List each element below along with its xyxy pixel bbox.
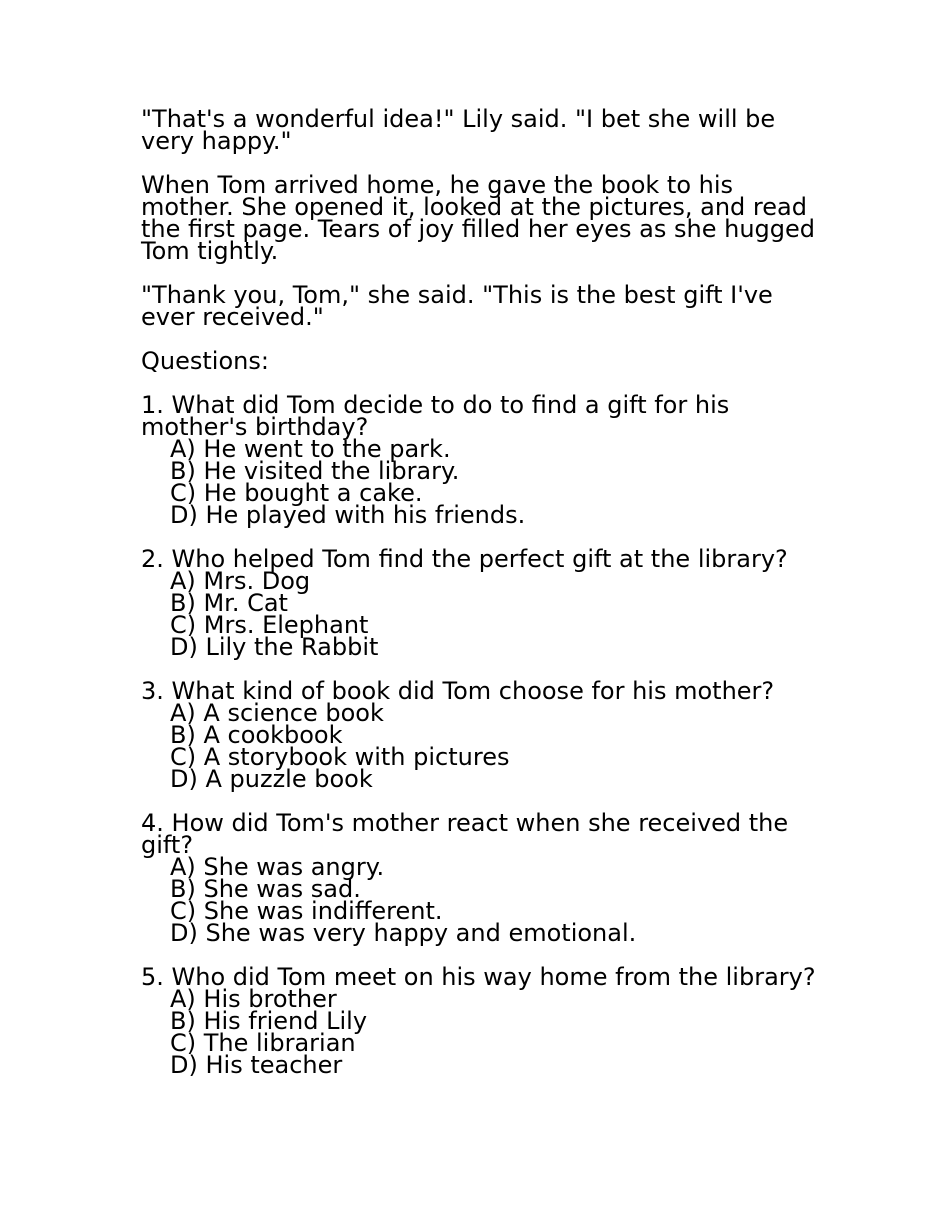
answer-option: A) A science book (170, 699, 384, 727)
answer-options (141, 985, 821, 1079)
answer-option: A) She was angry. (170, 853, 385, 881)
answer-option: B) Mr. Cat (170, 589, 288, 617)
answer-option: C) She was indifferent. (170, 897, 443, 925)
questions-heading: Questions: (141, 347, 269, 375)
answer-option: C) A storybook with pictures (170, 743, 510, 771)
story-paragraph-3: "Thank you, Tom," she said. "This is the best gift I've ever received." (141, 281, 773, 331)
story-paragraph-1: "That's a wonderful idea!" Lily said. "I bet she will be very happy." (141, 105, 776, 155)
story-paragraph-2: When Tom arrived home, he gave the book to his mother. She opened it, looked at the pictures, and read the first page. Tears of joy filled her eyes as she hugged Tom tightly. (141, 171, 816, 265)
answer-option: D) She was very happy and emotional. (170, 919, 637, 947)
answer-options (141, 853, 821, 947)
answer-option: A) His brother (170, 985, 337, 1013)
answer-option: C) Mrs. Elephant (170, 611, 369, 639)
question-text: 2. Who helped Tom find the perfect gift at the library? (141, 545, 788, 573)
answer-options (141, 567, 821, 661)
answer-option: B) He visited the library. (170, 457, 460, 485)
answer-option: A) Mrs. Dog (170, 567, 311, 595)
question-1 (141, 391, 821, 529)
answer-option: D) Lily the Rabbit (170, 633, 379, 661)
answer-option: D) His teacher (170, 1051, 343, 1079)
question-text: 5. Who did Tom meet on his way home from the library? (141, 963, 816, 991)
question-text: 3. What kind of book did Tom choose for his mother? (141, 677, 775, 705)
answer-options (141, 435, 821, 529)
question-5 (141, 963, 821, 1079)
answer-option: B) His friend Lily (170, 1007, 368, 1035)
answer-option: C) The librarian (170, 1029, 356, 1057)
answer-option: A) He went to the park. (170, 435, 451, 463)
answer-option: D) He played with his friends. (170, 501, 526, 529)
answer-options (141, 699, 821, 793)
answer-option: B) She was sad. (170, 875, 361, 903)
answer-option: B) A cookbook (170, 721, 343, 749)
question-text: 1. What did Tom decide to do to find a gift for his mother's birthday? (141, 391, 730, 441)
question-4 (141, 809, 821, 947)
answer-option: C) He bought a cake. (170, 479, 423, 507)
question-text: 4. How did Tom's mother react when she received the gift? (141, 809, 789, 859)
question-3 (141, 677, 821, 793)
answer-option: D) A puzzle book (170, 765, 373, 793)
document-page (141, 105, 821, 1098)
question-2 (141, 545, 821, 661)
